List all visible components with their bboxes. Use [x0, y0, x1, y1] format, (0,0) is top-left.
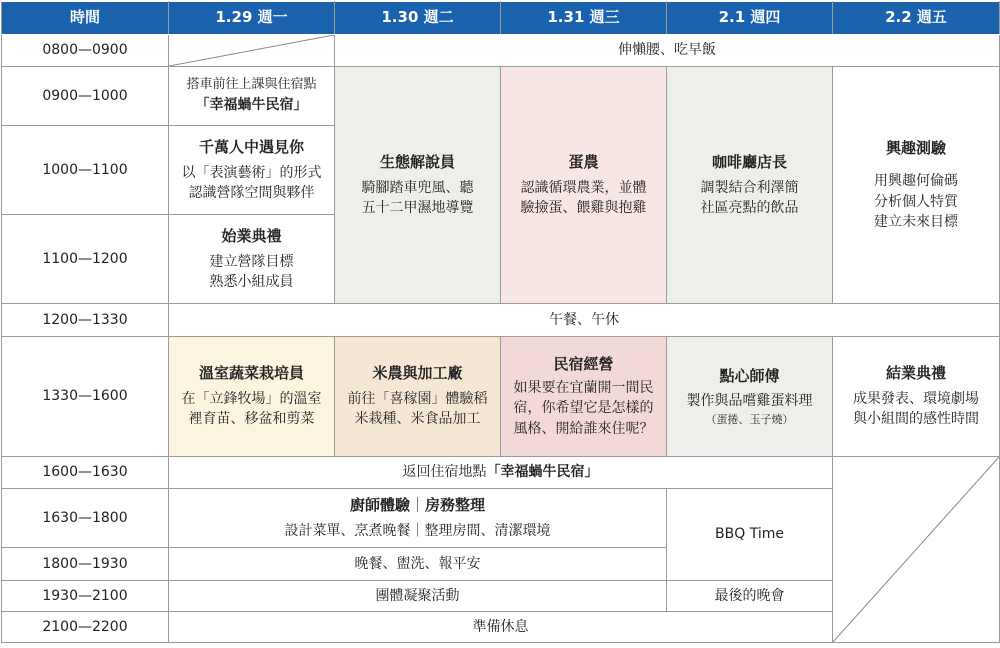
mon-afternoon-title: 溫室蔬菜栽培員 [198, 364, 304, 383]
thu-afternoon-cell [667, 337, 833, 457]
cook-title-a: 廚師體驗 [349, 495, 410, 514]
thu-title: 咖啡廳店長 [711, 152, 787, 171]
closing-title: 結業典禮 [885, 364, 946, 383]
tue-title: 生態解說員 [379, 152, 455, 171]
tue-afternoon-line-2: 米栽種、米食品加工 [354, 411, 481, 428]
header-day-tue: 1.30 週二 [335, 2, 501, 35]
table-row [2, 337, 1000, 457]
tue-afternoon-title: 米農與加工廠 [372, 364, 463, 383]
mon-checkin-cell [169, 67, 335, 126]
schedule-table [1, 1, 1000, 643]
fri-afternoon-cell [833, 337, 1000, 457]
checkin-line: 搭車前往上課與住宿點 [186, 77, 317, 93]
wed-afternoon-line-3: 風格、開給誰來住呢？ [513, 420, 654, 437]
table-row [2, 67, 1000, 126]
time-cell: 1600—1630 [2, 457, 169, 489]
header-day-mon: 1.29 週一 [169, 2, 335, 35]
wed-title: 蛋農 [568, 152, 599, 171]
mon-opening-cell [169, 215, 335, 304]
tue-afternoon-cell [335, 337, 501, 457]
empty-diagonal-cell [169, 35, 335, 67]
rest-cell: 準備休息 [169, 612, 833, 643]
wed-afternoon-line-1: 如果要在宜蘭開一間民 [513, 379, 654, 396]
meet-title: 千萬人中遇見你 [198, 137, 304, 156]
time-cell: 2100—2200 [2, 612, 169, 643]
time-cell: 1330—1600 [2, 337, 169, 457]
thu-line-1: 調製結合利澤簡 [700, 179, 799, 196]
wed-afternoon-title: 民宿經營 [553, 355, 614, 374]
tue-afternoon-line-1: 前往「喜稼園」體驗稻 [347, 391, 488, 408]
tue-morning-cell [335, 67, 501, 304]
table-row [2, 457, 1000, 489]
fri-line-1: 用興趣何倫碼 [874, 173, 958, 190]
time-cell: 1630—1800 [2, 489, 169, 548]
checkin-place: 「幸福蝸牛民宿」 [195, 97, 308, 114]
thu-line-2: 社區亮點的飲品 [700, 199, 799, 216]
opening-line-2: 熟悉小組成員 [209, 273, 294, 290]
header-day-thu: 2.1 週四 [667, 2, 833, 35]
bbq-cell: BBQ Time [667, 489, 833, 581]
dinner-cell: 晚餐、盥洗、報平安 [169, 548, 667, 581]
return-place: 「幸福蝸牛民宿」 [486, 464, 599, 481]
closing-line-2: 與小組間的感性時間 [853, 411, 979, 428]
closing-line-1: 成果發表、環境劇場 [853, 391, 979, 408]
wed-line-1: 認識循環農業，並體 [520, 179, 647, 196]
tue-line-1: 騎腳踏車兜風、聽 [361, 179, 474, 196]
fri-line-3: 建立未來目標 [874, 214, 958, 231]
time-cell: 0800—0900 [2, 35, 169, 67]
cook-line-1: 設計菜單、烹煮晚餐｜整理房間、清潔環境 [284, 522, 551, 539]
tue-line-2: 五十二甲濕地導覽 [361, 199, 474, 216]
wed-line-2: 驗撿蛋、餵雞與抱雞 [520, 199, 647, 216]
return-cell [169, 457, 833, 489]
cook-title [173, 495, 662, 517]
wed-afternoon-cell [501, 337, 667, 457]
wed-morning-cell [501, 67, 667, 304]
mon-meet-cell [169, 126, 335, 215]
last-night-cell: 最後的晚會 [667, 581, 833, 612]
lunch-cell: 午餐、午休 [169, 304, 1000, 337]
return-prefix: 返回住宿地點 [402, 464, 487, 481]
group-activity-cell: 團體凝聚活動 [169, 581, 667, 612]
opening-line-1: 建立營隊目標 [209, 253, 294, 270]
thu-morning-cell [667, 67, 833, 304]
table-row [2, 304, 1000, 337]
cook-separator: ｜ [409, 495, 425, 514]
fri-morning-cell [833, 67, 1000, 304]
time-cell: 1200—1330 [2, 304, 169, 337]
header-day-fri: 2.2 週五 [833, 2, 1000, 35]
meet-line-1: 以「表演藝術」的形式 [181, 164, 322, 181]
time-cell: 1930—2100 [2, 581, 169, 612]
fri-title: 興趣測驗 [885, 138, 946, 157]
header-time: 時間 [2, 2, 169, 35]
thu-afternoon-title: 點心師傅 [719, 366, 780, 385]
fri-evening-diagonal-cell [833, 457, 1000, 643]
time-cell: 1800—1930 [2, 548, 169, 581]
cook-cell [169, 489, 667, 548]
time-cell: 0900—1000 [2, 67, 169, 126]
table-row [2, 35, 1000, 67]
opening-title: 始業典禮 [221, 226, 282, 245]
thu-afternoon-note: （蛋捲、玉子燒） [705, 412, 794, 426]
header-row [2, 2, 1000, 35]
cook-title-b: 房務整理 [425, 495, 486, 514]
time-cell: 1000—1100 [2, 126, 169, 215]
breakfast-cell: 伸懶腰、吃早飯 [335, 35, 1000, 67]
mon-afternoon-line-1: 在「立鋒牧場」的溫室 [181, 391, 322, 408]
thu-afternoon-line-1: 製作與品嚐雞蛋料理 [686, 393, 813, 410]
wed-afternoon-line-2: 宿，你希望它是怎樣的 [513, 400, 654, 417]
mon-afternoon-cell [169, 337, 335, 457]
header-day-wed: 1.31 週三 [501, 2, 667, 35]
fri-line-2: 分析個人特質 [874, 193, 958, 210]
time-cell: 1100—1200 [2, 215, 169, 304]
mon-afternoon-line-2: 裡育苗、移盆和剪菜 [188, 411, 315, 428]
meet-line-2: 認識營隊空間與夥伴 [188, 184, 315, 201]
